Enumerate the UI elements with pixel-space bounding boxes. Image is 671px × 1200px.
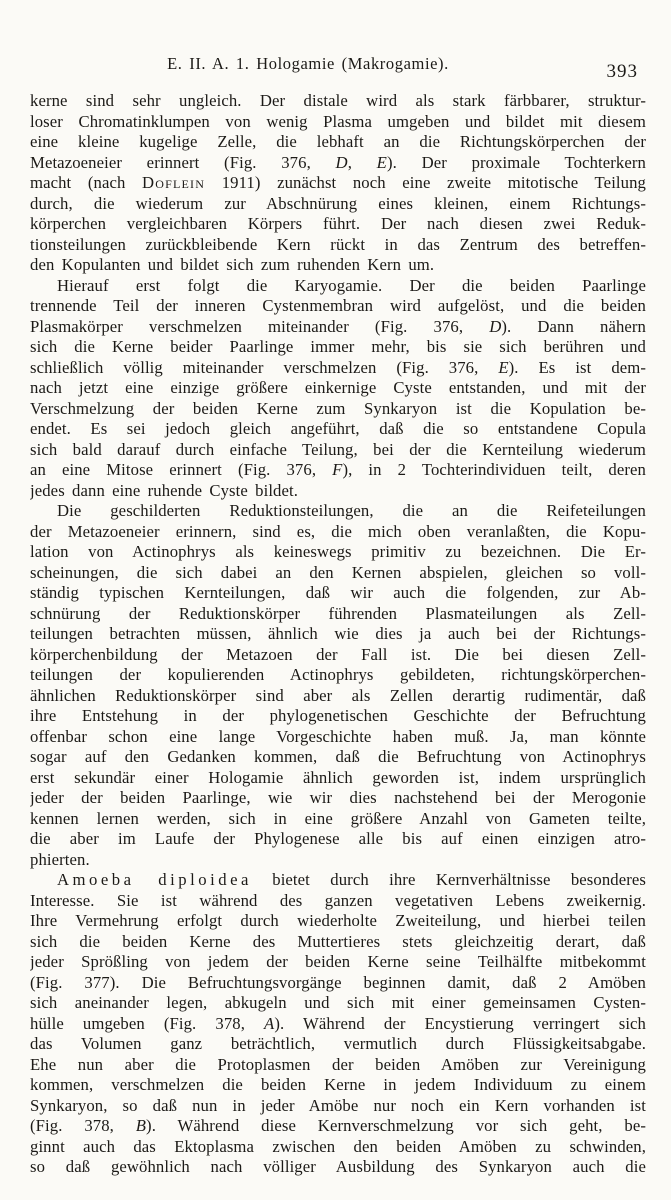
text-line: ginnt auch das Ektoplasma zwischen den beiden Amöben zu schwinden, <box>30 1136 646 1156</box>
text-line: (Fig. 378, B). Während diese Kernverschmelzung vor sich geht, be- <box>30 1116 646 1135</box>
italic-text: B <box>135 1116 147 1135</box>
italic-text: E <box>498 357 509 377</box>
text-line: erst sekundär einer Hologamie ähnlich geworden ist, indem ursprünglich <box>30 767 646 787</box>
text-line: (Fig. 377). Die Befruchtungsvorgänge beginnen damit, daß 2 Amöben <box>30 972 646 992</box>
text-line: die aber im Laufe der Phylogenese alle bis auf einen einzigen atro- <box>30 829 646 848</box>
text-line: teilungen der kopulierenden Actinophrys gebildeten, richtungskörperchen- <box>30 665 646 684</box>
text-line: Hierauf erst folgt die Karyogamie. Der die beiden Paarlinge <box>57 275 646 295</box>
text-line: Ihre Vermehrung erfolgt durch wiederholte Zweiteilung, und hierbei teilen <box>30 911 646 930</box>
italic-text: D <box>335 152 348 172</box>
paragraph <box>30 91 646 276</box>
text-line: loser Chromatinklumpen von wenig Plasma umgeben und bildet mit diesem <box>30 111 646 131</box>
spaced-term: Amoeba diploidea <box>57 870 252 889</box>
paragraph <box>30 870 646 1178</box>
text-line: jedes dann eine ruhende Cyste bildet. <box>30 480 299 500</box>
italic-text: F <box>332 460 343 479</box>
text-line: der Metazoeneier erinnern, sind es, die mich oben veranlaßten, die Kopu- <box>30 521 646 541</box>
text-line: körperchenbildung der Metazoen der Fall ist. Die bei diesen Zell- <box>30 644 646 664</box>
text-line: offenbar schon eine lange Vorgeschichte haben muß. Ja, man könnte <box>30 726 646 746</box>
text-line: jeder der beiden Paarlinge, wie wir dies nachstehend bei der Merogonie <box>30 788 646 807</box>
text-line: sich aneinander legen, abkugeln und sich mit einer gemeinsamen Cysten- <box>30 993 646 1012</box>
text-line: an eine Mitose erinnert (Fig. 376, F), in 2 Tochterindividuen teilt, deren <box>30 460 646 479</box>
text-line: hülle umgeben (Fig. 378, A). Während der Encystierung verringert sich <box>30 1013 646 1033</box>
text-line: körperchen vergleichbaren Körpers führt. Der nach diesen zwei Reduk- <box>30 214 646 233</box>
text-line: sich die Kerne beider Paarlinge immer mehr, bis sie sich berühren und <box>30 337 646 356</box>
text-line: Verschmelzung der beiden Kerne zum Synkaryon ist die Kopulation be- <box>30 398 646 418</box>
text-line: schnürung der Reduktionskörper führenden Plasmateilungen als Zell- <box>30 603 646 623</box>
italic-text: E <box>376 152 387 172</box>
text-line: nach jetzt eine einzige größere einkernige Cyste entstanden, und mit der <box>30 378 646 397</box>
text-line: Plasmakörper verschmelzen miteinander (Fig. 376, D). Dann nähern <box>30 316 646 336</box>
text-line: den Kopulanten und bildet sich zum ruhenden Kern um. <box>30 255 435 274</box>
text-line: macht (nach Doflein 1911) zunächst noch eine zweite mitotische Teilung <box>30 173 646 192</box>
text-line: Die geschilderten Reduktionsteilungen, die an die Reifeteilungen <box>57 501 646 520</box>
text-line: phierten. <box>30 849 90 869</box>
text-line: kommen, verschmelzen die beiden Kerne in jedem Individuum zu einem <box>30 1075 646 1094</box>
text-line: endet. Es sei jedoch gleich angeführt, daß die so entstandene Copula <box>30 419 646 438</box>
text-line: ihre Entstehung in der phylogenetischen Geschichte der Befruchtung <box>30 706 646 725</box>
smallcaps-name: Doflein <box>142 173 206 192</box>
page-number: 393 <box>606 61 638 82</box>
text-line: eine kleine kugelige Zelle, die lebhaft an die Richtungskörperchen der <box>30 132 646 151</box>
text-line: so daß gewöhnlich nach völliger Ausbildung des Synkaryon auch die <box>30 1157 646 1176</box>
body-text <box>30 91 646 1178</box>
text-line: teilungen betrachten müssen, ähnlich wie dies ja auch bei der Richtungs- <box>30 624 646 643</box>
text-line: ähnlichen Reduktionskörper sind aber als Zellen derartig rudimentär, daß <box>30 685 646 705</box>
text-line: jeder Sprößling von jedem der beiden Kerne seine Teilhälfte mitbekommt <box>30 952 646 971</box>
text-line: trennende Teil der inneren Cystenmembran wird aufgelöst, und die beiden <box>30 296 646 315</box>
text-line: ständig typischen Kernteilungen, daß wir auch die folgenden, zur Ab- <box>30 583 646 602</box>
text-line: Metazoeneier erinnert (Fig. 376, D, E). Der proximale Tochterkern <box>30 152 646 172</box>
text-line: kerne sind sehr ungleich. Der distale wird als stark färbbarer, struktur- <box>30 91 646 110</box>
text-line: Synkaryon, so daß nun in jeder Amöbe nur noch ein Kern vorhanden ist <box>30 1095 646 1115</box>
running-title: E. II. A. 1. Hologamie (Makrogamie). <box>167 54 449 73</box>
text-line: sich bald darauf durch einfache Teilung, bei der die Kernteilung wiederum <box>30 439 646 459</box>
text-line: scheinungen, die sich dabei an den Kernen abspielen, gleichen so voll- <box>30 562 646 582</box>
text-line: Amoeba diploidea bietet durch ihre Kernverhältnisse besonderes <box>57 870 646 889</box>
text-line: lation von Actinophrys als keineswegs primitiv zu bezeichnen. Die Er- <box>30 542 646 561</box>
text-line: schließlich völlig miteinander verschmelzen (Fig. 376, E). Es ist dem- <box>30 357 646 377</box>
text-line: kennen lernen werden, sich in eine größere Anzahl von Gameten teilte, <box>30 808 646 828</box>
paragraph <box>30 276 646 502</box>
text-line: sich die beiden Kerne des Muttertieres stets gleichzeitig derart, daß <box>30 931 646 951</box>
text-line: tionsteilungen zurückbleibende Kern rückt in das Zentrum des betreffen- <box>30 234 646 254</box>
text-line: das Volumen ganz beträchtlich, vermutlich durch Flüssigkeitsabgabe. <box>30 1034 646 1053</box>
paragraph <box>30 501 646 870</box>
text-line: Ehe nun aber die Protoplasmen der beiden Amöben zur Vereinigung <box>30 1054 646 1074</box>
page-header <box>30 54 646 88</box>
italic-text: D <box>489 316 502 336</box>
text-line: durch, die wiederum zur Abschnürung eines kleinen, einem Richtungs- <box>30 193 646 213</box>
italic-text: A <box>264 1013 275 1033</box>
text-line: Interesse. Sie ist während des ganzen vegetativen Lebens zweikernig. <box>30 890 646 910</box>
text-line: sogar auf den Gedanken kommen, daß die Befruchtung von Actinophrys <box>30 747 646 766</box>
